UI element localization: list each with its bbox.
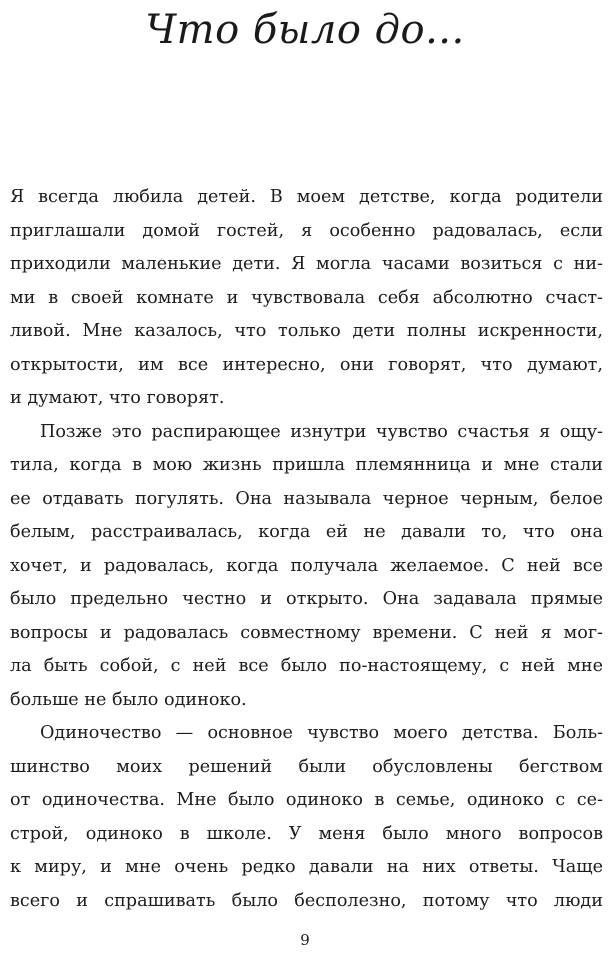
text-line: ла быть собой, с ней все было по-настоящему, с ней мне (10, 656, 603, 676)
text-line: строй, одиноко в школе. У меня было много вопросов (10, 823, 603, 844)
paragraph-3 (10, 717, 603, 918)
text-line: Одиночество — основное чувство моего детства. Боль- (40, 723, 603, 743)
text-line: приходили маленькие дети. Я могла часами возиться с ни- (10, 254, 603, 274)
text-line: приглашали домой гостей, я особенно радовалась, если (10, 220, 603, 241)
text-line: Позже это распирающее изнутри чувство счастья я ощу- (40, 421, 603, 442)
text-line: от одиночества. Мне было одиноко в семье, одиноко с се- (10, 790, 603, 810)
paragraph-2 (10, 416, 603, 718)
text-line: открытости, им все интересно, они говорят, что думают, (10, 354, 603, 375)
text-line: вопросы и радовалась совместному времени. С ней я мог- (10, 622, 603, 643)
text-line: всего и спрашивать было бесполезно, потому что люди (10, 890, 603, 911)
body-text (10, 181, 603, 918)
text-line: ее отдавать погулять. Она называла черное черным, белое (10, 488, 603, 509)
text-line: Я всегда любила детей. В моем детстве, когда родители (10, 187, 603, 207)
text-line: было предельно честно и открыто. Она задавала прямые (10, 589, 603, 609)
text-line: шинство моих решений были обусловлены бегством (10, 756, 603, 777)
text-line: тила, когда в мою жизнь пришла племянница и мне стали (10, 455, 603, 475)
text-line: ми в своей комнате и чувствовала себя абсолютно счаст- (10, 287, 603, 308)
page-number: 9 (300, 931, 310, 949)
text-line: белым, расстраивалась, когда ей не давали то, что она (10, 522, 603, 542)
text-line: хочет, и радовалась, когда получала желаемое. С ней все (10, 555, 603, 576)
paragraph-1 (10, 181, 603, 416)
text-line: больше не было одиноко. (10, 689, 247, 710)
text-line: ливой. Мне казалось, что только дети полны искренности, (10, 321, 603, 341)
text-line: к миру, и мне очень редко давали на них ответы. Чаще (10, 857, 603, 877)
chapter-title: Что было до... (145, 7, 465, 53)
text-line: и думают, что говорят. (10, 388, 225, 408)
